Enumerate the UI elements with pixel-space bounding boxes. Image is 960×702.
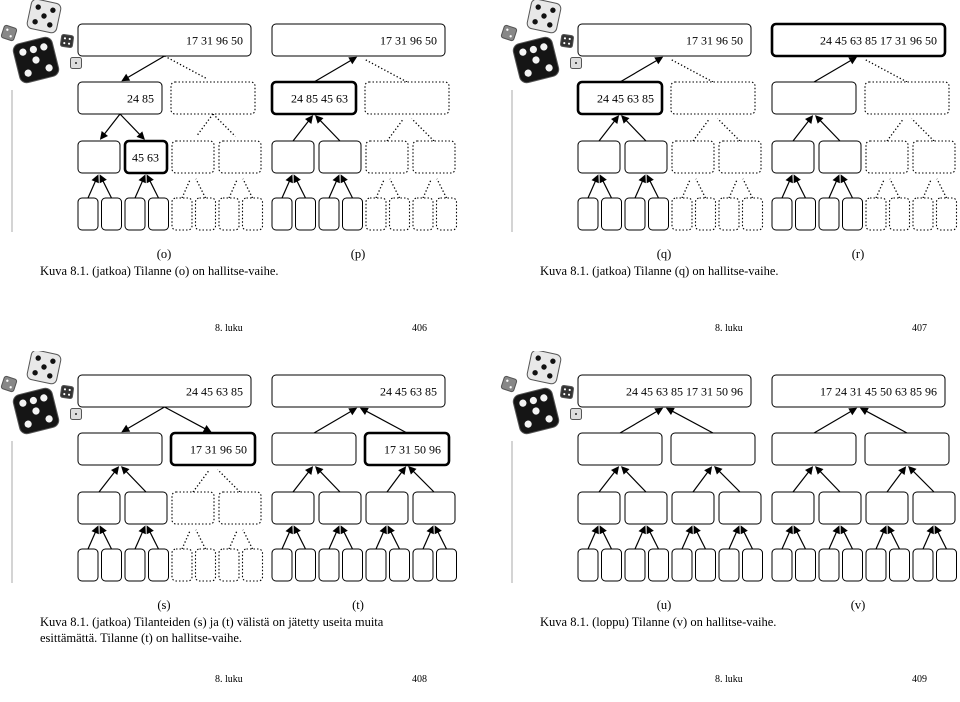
level2-node [413, 492, 455, 524]
merge-sort-figure [0, 0, 480, 290]
tree-edge [819, 119, 840, 141]
dice-logo-icon [501, 0, 582, 84]
level2-node [319, 492, 361, 524]
merge-tree [578, 24, 763, 261]
tree-edge [196, 530, 206, 549]
tree-edge [149, 179, 159, 198]
tree-edge [670, 410, 713, 433]
leaf-node [696, 198, 716, 230]
tree-edge [599, 470, 616, 492]
tree-edge [126, 407, 165, 430]
leaf-node [219, 549, 239, 581]
level2-node [772, 492, 814, 524]
leaf-node [649, 198, 669, 230]
footer-chapter: 8. luku [715, 323, 743, 334]
tree-edge [243, 530, 253, 549]
tree-edge [314, 59, 353, 82]
tree-edge [843, 179, 853, 198]
merge-sort-figure [0, 351, 480, 641]
merge-tree [78, 24, 263, 261]
tree-edge [635, 179, 643, 198]
tree-edge [718, 470, 740, 492]
leaf-node [578, 549, 598, 581]
tree-edge [197, 114, 213, 136]
tree-edge [319, 470, 340, 492]
tree-edge [125, 470, 146, 492]
tree-edge [213, 114, 235, 136]
leaf-node [743, 198, 763, 230]
root-node-label: 24 45 63 85 [186, 384, 243, 399]
footer-page-number: 407 [912, 323, 927, 334]
leaf-node [196, 198, 216, 230]
tree-edge [743, 530, 753, 549]
tree-edge [364, 410, 407, 433]
tree-edge [165, 407, 208, 430]
subfigure-label: (s) [157, 598, 171, 612]
level1-node [772, 82, 856, 114]
leaf-node [149, 198, 169, 230]
merge-tree [272, 24, 457, 261]
tree-edge [890, 179, 900, 198]
level1-node-label: 17 31 50 96 [384, 442, 441, 457]
leaf-node [772, 198, 792, 230]
leaf-node [719, 549, 739, 581]
tree-edge [819, 470, 840, 492]
tree-edge [343, 179, 353, 198]
tree-edge [876, 179, 884, 198]
level2-node [219, 492, 261, 524]
tree-edge [599, 119, 616, 141]
level1-node [171, 82, 255, 114]
root-node-label: 24 45 63 85 [380, 384, 437, 399]
tree-edge [437, 179, 447, 198]
level2-node [578, 141, 620, 173]
root-node-label: 24 45 63 85 17 31 50 96 [626, 384, 743, 399]
tree-edge [296, 179, 306, 198]
tree-edge [182, 179, 190, 198]
leaf-node [102, 198, 122, 230]
tree-edge [937, 179, 947, 198]
level1-node-label: 24 85 45 63 [291, 91, 348, 106]
tree-edge [649, 179, 659, 198]
tree-edge [293, 470, 310, 492]
leaf-node [149, 549, 169, 581]
merge-tree [78, 375, 263, 612]
level2-node [172, 492, 214, 524]
tree-edge [890, 530, 900, 549]
level2-node [866, 141, 908, 173]
tree-edge [912, 119, 934, 141]
tree-edge [782, 530, 790, 549]
tree-edge [864, 410, 907, 433]
leaf-node [937, 549, 957, 581]
subfigure-label: (r) [851, 247, 865, 261]
leaf-node [78, 549, 98, 581]
footer-page-number: 408 [412, 674, 427, 685]
tree-edge [390, 530, 400, 549]
tree-edge [829, 530, 837, 549]
tree-edge [782, 179, 790, 198]
tree-edge [319, 119, 340, 141]
leaf-node [719, 198, 739, 230]
leaf-node [696, 549, 716, 581]
leaf-node [296, 549, 316, 581]
leaf-node [578, 198, 598, 230]
tree-edge [729, 179, 737, 198]
tree-edge [670, 59, 713, 82]
dice-logo-icon [1, 0, 82, 84]
tree-edge [635, 530, 643, 549]
tree-edge [193, 470, 209, 492]
level1-node [578, 433, 662, 465]
level2-node [413, 141, 455, 173]
arrow-head [805, 115, 813, 124]
tree-edge [793, 470, 810, 492]
root-node-label: 17 31 96 50 [686, 33, 743, 48]
level2-node [319, 141, 361, 173]
leaf-node [243, 198, 263, 230]
tree-edge [796, 179, 806, 198]
tree-edge [625, 470, 646, 492]
tree-edge [364, 59, 407, 82]
leaf-node [319, 198, 339, 230]
tree-edge [620, 59, 659, 82]
leaf-node [343, 549, 363, 581]
tree-edge [296, 530, 306, 549]
tree-edge [343, 530, 353, 549]
level2-node [866, 492, 908, 524]
leaf-node [913, 549, 933, 581]
figure-caption: Kuva 8.1. (jatkoa) Tilanne (q) on hallitse-vaihe. [540, 264, 779, 278]
leaf-node [196, 549, 216, 581]
leaf-node [743, 549, 763, 581]
level2-node [672, 141, 714, 173]
tree-edge [602, 530, 612, 549]
dice-logo-icon [1, 351, 82, 435]
tree-edge [376, 530, 384, 549]
level1-node-label: 24 45 63 85 [597, 91, 654, 106]
leaf-node [272, 198, 292, 230]
tree-edge [814, 59, 853, 82]
level2-node [125, 492, 167, 524]
leaf-node [843, 549, 863, 581]
tree-edge [412, 119, 434, 141]
figure-caption: Kuva 8.1. (jatkoa) Tilanteiden (s) ja (t) välistä on jätetty useita muita [40, 615, 384, 629]
level1-node [365, 82, 449, 114]
subfigure-label: (v) [850, 598, 866, 612]
tree-edge [376, 179, 384, 198]
level2-node [819, 141, 861, 173]
document-page [500, 351, 960, 702]
level1-node [865, 82, 949, 114]
tree-edge [243, 179, 253, 198]
tree-edge [864, 59, 907, 82]
leaf-node [366, 198, 386, 230]
level1-node-label: 17 31 96 50 [190, 442, 247, 457]
root-node-label: 17 31 96 50 [380, 33, 437, 48]
tree-edge [923, 179, 931, 198]
tree-edge [814, 410, 853, 433]
arrow-head [111, 466, 119, 475]
leaf-node [272, 549, 292, 581]
leaf-node [672, 549, 692, 581]
arrow-head [704, 466, 712, 475]
tree-edge [729, 530, 737, 549]
root-node-label: 24 45 63 85 17 31 96 50 [820, 33, 937, 48]
leaf-node [843, 198, 863, 230]
level2-node [78, 492, 120, 524]
leaf-node [913, 198, 933, 230]
level2-node [366, 492, 408, 524]
level2-node [625, 492, 667, 524]
level2-node [578, 492, 620, 524]
level2-node [172, 141, 214, 173]
tree-edge [135, 530, 143, 549]
subfigure-label: (t) [352, 598, 364, 612]
level1-node [671, 82, 755, 114]
subfigure-label: (o) [156, 247, 172, 261]
leaf-node [125, 198, 145, 230]
root-node-label: 17 31 96 50 [186, 33, 243, 48]
level2-node [366, 141, 408, 173]
level2-node [272, 141, 314, 173]
tree-edge [682, 530, 690, 549]
tree-edge [196, 179, 206, 198]
tree-edge [887, 470, 903, 492]
tree-edge [293, 119, 310, 141]
tree-edge [937, 530, 947, 549]
leaf-node [343, 198, 363, 230]
footer-chapter: 8. luku [715, 674, 743, 685]
level2-node [272, 492, 314, 524]
level1-node [772, 433, 856, 465]
tree-edge [625, 119, 646, 141]
leaf-node [819, 198, 839, 230]
tree-edge [387, 470, 403, 492]
subfigure-label: (u) [656, 598, 672, 612]
tree-edge [602, 179, 612, 198]
tree-edge [102, 179, 112, 198]
leaf-node [772, 549, 792, 581]
document-page [0, 351, 480, 702]
tree-edge [88, 530, 96, 549]
subfigure-label: (q) [656, 247, 672, 261]
figure-caption: Kuva 8.1. (jatkoa) Tilanne (o) on hallitse-vaihe. [40, 264, 279, 278]
level1-node [865, 433, 949, 465]
tree-edge [282, 179, 290, 198]
footer-page-number: 406 [412, 323, 427, 334]
level2-node [625, 141, 667, 173]
leaf-node [366, 549, 386, 581]
level2-node [772, 141, 814, 173]
leaf-node [172, 549, 192, 581]
figure-caption: esittämättä. Tilanne (t) on hallitse-vaihe. [40, 631, 243, 645]
leaf-node [866, 198, 886, 230]
arrow-head [305, 466, 313, 475]
leaf-node [172, 198, 192, 230]
leaf-node [672, 198, 692, 230]
footer-chapter: 8. luku [215, 674, 243, 685]
leaf-node [437, 549, 457, 581]
arrow-head [100, 131, 108, 140]
merge-tree [578, 375, 763, 612]
tree-edge [923, 530, 931, 549]
tree-edge [218, 470, 240, 492]
leaf-node [390, 198, 410, 230]
leaf-node [296, 198, 316, 230]
merge-tree [272, 375, 457, 612]
tree-edge [229, 530, 237, 549]
tree-edge [682, 179, 690, 198]
tree-edge [329, 530, 337, 549]
level2-node [219, 141, 261, 173]
dice-logo-icon [501, 351, 582, 435]
merge-tree [772, 375, 957, 612]
level1-node [78, 433, 162, 465]
leaf-node [890, 198, 910, 230]
leaf-node [625, 549, 645, 581]
subfigure-label: (p) [350, 247, 366, 261]
tree-edge [696, 179, 706, 198]
tree-edge [696, 530, 706, 549]
tree-edge [887, 119, 903, 141]
leaf-node [390, 549, 410, 581]
leaf-node [625, 198, 645, 230]
tree-edge [88, 179, 96, 198]
tree-edge [102, 530, 112, 549]
arrow-head [305, 115, 313, 124]
tree-edge [718, 119, 740, 141]
level2-node [913, 492, 955, 524]
leaf-node [866, 549, 886, 581]
tree-edge [182, 530, 190, 549]
arrow-head [611, 115, 619, 124]
tree-edge [412, 470, 434, 492]
tree-edge [843, 530, 853, 549]
root-node-label: 17 24 31 45 50 63 85 96 [820, 384, 937, 399]
figure-caption: Kuva 8.1. (loppu) Tilanne (v) on hallitse-vaihe. [540, 615, 777, 629]
level2-node [719, 141, 761, 173]
arrow-head [805, 466, 813, 475]
arrow-head [398, 466, 406, 475]
tree-edge [126, 56, 165, 79]
arrow-head [898, 466, 906, 475]
merge-tree [772, 24, 957, 261]
document-page [500, 0, 960, 351]
leaf-node [125, 549, 145, 581]
tree-edge [120, 114, 141, 136]
footer-chapter: 8. luku [215, 323, 243, 334]
leaf-node [243, 549, 263, 581]
leaf-node [602, 549, 622, 581]
tree-edge [387, 119, 403, 141]
tree-edge [743, 179, 753, 198]
tree-edge [165, 56, 208, 79]
tree-edge [103, 114, 120, 136]
leaf-node [78, 198, 98, 230]
tree-edge [876, 530, 884, 549]
level1-node-label: 24 85 [127, 91, 154, 106]
leaf-node [649, 549, 669, 581]
level2-node [78, 141, 120, 173]
leaf-node [937, 198, 957, 230]
tree-edge [796, 530, 806, 549]
tree-edge [912, 470, 934, 492]
tree-edge [588, 530, 596, 549]
leaf-node [796, 549, 816, 581]
tree-edge [649, 530, 659, 549]
leaf-node [219, 198, 239, 230]
level2-node [672, 492, 714, 524]
tree-edge [314, 410, 353, 433]
leaf-node [102, 549, 122, 581]
tree-edge [693, 470, 709, 492]
leaf-node [819, 549, 839, 581]
tree-edge [390, 179, 400, 198]
tree-edge [282, 530, 290, 549]
tree-edge [149, 530, 159, 549]
tree-edge [588, 179, 596, 198]
footer-page-number: 409 [912, 674, 927, 685]
merge-sort-figure [500, 0, 960, 290]
tree-edge [793, 119, 810, 141]
arrow-head [611, 466, 619, 475]
level2-node-label: 45 63 [132, 150, 159, 165]
tree-edge [693, 119, 709, 141]
tree-edge [329, 179, 337, 198]
tree-edge [437, 530, 447, 549]
level2-node [719, 492, 761, 524]
leaf-node [413, 549, 433, 581]
document-page [0, 0, 480, 351]
tree-edge [135, 179, 143, 198]
level2-node [819, 492, 861, 524]
level2-node [913, 141, 955, 173]
leaf-node [413, 198, 433, 230]
level1-node [272, 433, 356, 465]
tree-edge [99, 470, 116, 492]
tree-edge [620, 410, 659, 433]
tree-edge [829, 179, 837, 198]
merge-sort-figure [500, 351, 960, 641]
leaf-node [437, 198, 457, 230]
tree-edge [229, 179, 237, 198]
leaf-node [319, 549, 339, 581]
leaf-node [890, 549, 910, 581]
tree-edge [423, 179, 431, 198]
level1-node [671, 433, 755, 465]
tree-edge [423, 530, 431, 549]
leaf-node [602, 198, 622, 230]
leaf-node [796, 198, 816, 230]
